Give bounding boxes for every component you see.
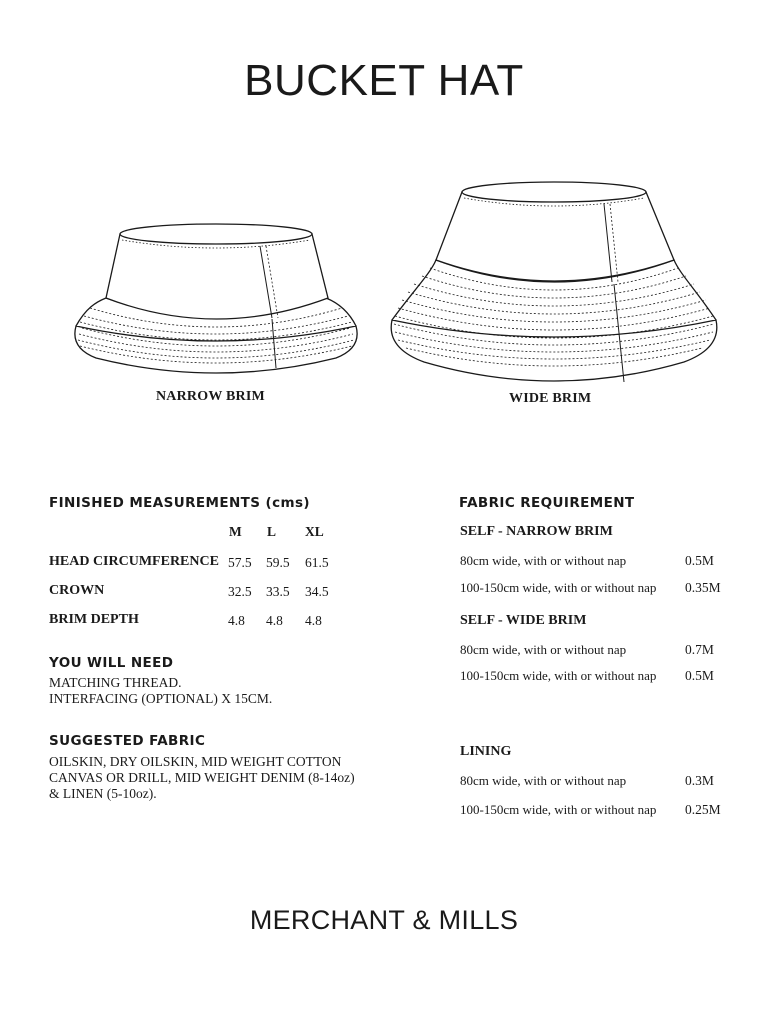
cell-value: 57.5 [228,555,252,570]
suggested-fabric-line: & LINEN (5-10oz). [49,786,157,801]
wide-brim-label: WIDE BRIM [509,391,592,406]
row-label-head-circumference: HEAD CIRCUMFERENCE [49,554,219,569]
you-will-need-line: INTERFACING (OPTIONAL) X 15CM. [49,691,273,706]
cell-value: 33.5 [266,584,290,599]
cell-value: 61.5 [305,555,329,570]
requirement-amount: 0.7M [685,642,714,657]
requirement-amount: 0.5M [685,553,714,568]
requirement-desc: 100-150cm wide, with or without nap [460,580,657,595]
requirement-amount: 0.25M [685,802,721,817]
cell-value: 4.8 [266,613,283,628]
requirement-amount: 0.3M [685,773,714,788]
requirement-desc: 100-150cm wide, with or without nap [460,802,657,817]
suggested-fabric-line: OILSKIN, DRY OILSKIN, MID WEIGHT COTTON [49,754,342,769]
group-title-self-wide-brim: SELF - WIDE BRIM [460,613,587,628]
requirement-desc: 100-150cm wide, with or without nap [460,668,657,683]
narrow-brim-label: NARROW BRIM [156,389,265,404]
requirement-amount: 0.35M [685,580,721,595]
narrow-brim-hat-illustration [66,218,366,378]
cell-value: 4.8 [228,613,245,628]
group-title-lining: LINING [460,744,512,759]
cell-value: 59.5 [266,555,290,570]
cell-value: 4.8 [305,613,322,628]
wide-brim-hat-illustration [384,178,724,388]
you-will-need-heading: YOU WILL NEED [49,655,174,671]
requirement-amount: 0.5M [685,668,714,683]
column-header-m: M [229,524,242,539]
brand-logo-text: MERCHANT & MILLS [249,905,519,935]
requirement-desc: 80cm wide, with or without nap [460,773,627,788]
page-title: BUCKET HAT [244,56,524,105]
group-title-self-narrow-brim: SELF - NARROW BRIM [460,524,613,539]
requirement-desc: 80cm wide, with or without nap [460,642,627,657]
row-label-crown: CROWN [49,583,105,598]
cell-value: 32.5 [228,584,252,599]
cell-value: 34.5 [305,584,329,599]
fabric-requirement-heading: FABRIC REQUIREMENT [459,495,635,511]
finished-measurements-heading: FINISHED MEASUREMENTS (cms) [49,495,310,511]
suggested-fabric-line: CANVAS OR DRILL, MID WEIGHT DENIM (8-14oz) [49,770,355,785]
column-header-xl: XL [305,524,324,539]
suggested-fabric-heading: SUGGESTED FABRIC [49,733,206,749]
requirement-desc: 80cm wide, with or without nap [460,553,627,568]
row-label-brim-depth: BRIM DEPTH [49,612,139,627]
you-will-need-line: MATCHING THREAD. [49,675,182,690]
column-header-l: L [267,524,277,539]
